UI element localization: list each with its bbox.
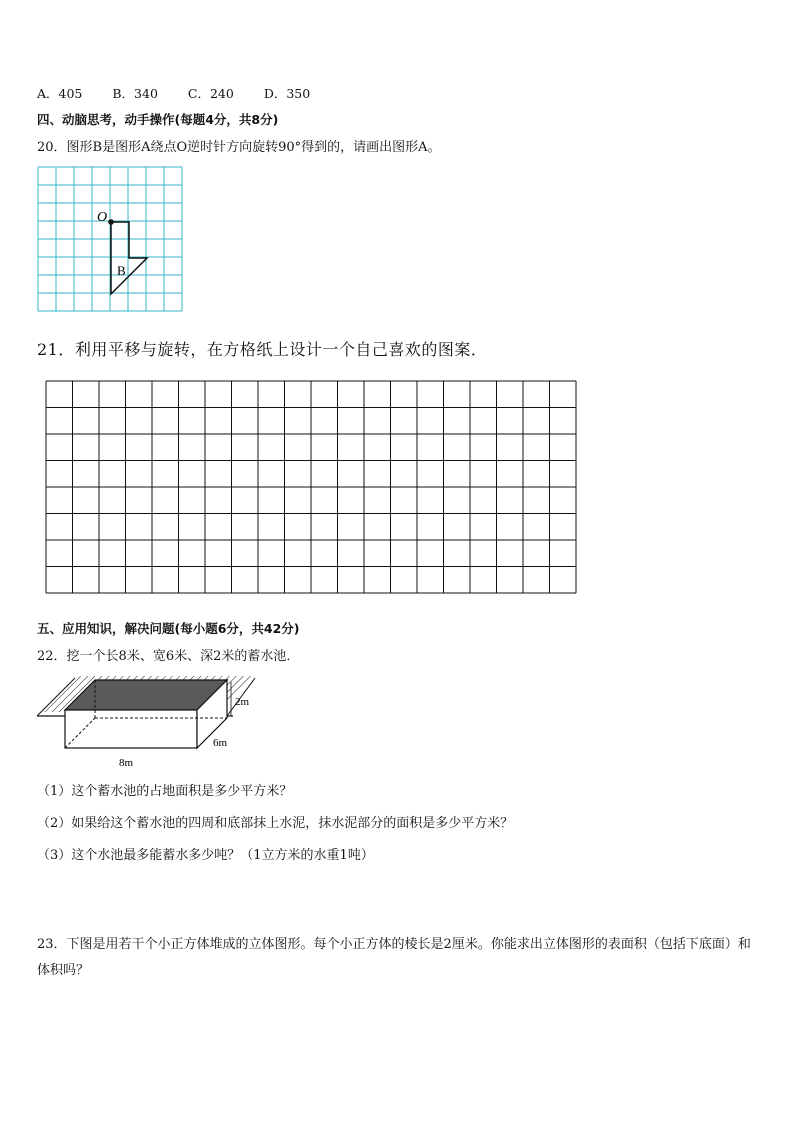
q22-sub3: （3）这个水池最多能蓄水多少吨？（1立方米的水重1吨） — [37, 848, 374, 863]
label-length: 8m — [119, 757, 134, 769]
q23-text: 23．下图是用若干个小正方体堆成的立体图形。每个小正方体的棱长是2厘米。你能求出立体图形的表面积（包括下底面）和体积吗？ — [37, 937, 751, 978]
q22-text: 22．挖一个长8米、宽6米、深2米的蓄水池． — [37, 649, 300, 664]
label-depth: 2m — [235, 696, 250, 708]
q20-grid-figure[interactable] — [37, 166, 189, 318]
q22-sub2: （2）如果给这个蓄水池的四周和底部抹上水泥，抹水泥部分的面积是多少平方米？ — [37, 816, 514, 831]
q19-option-a[interactable]: A．405 — [37, 86, 83, 101]
q21-grid-lines — [46, 381, 576, 593]
section4-heading: 四、动脑思考，动手操作(每题4分，共8分) — [37, 112, 279, 127]
q21-text: 21．利用平移与旋转，在方格纸上设计一个自己喜欢的图案． — [37, 340, 488, 359]
pool-diagram — [37, 670, 262, 770]
q19-option-b[interactable]: B．340 — [112, 86, 158, 101]
q20-grid-lines — [38, 167, 182, 311]
q20-text: 20．图形B是图形A绕点O逆时针方向旋转90°得到的，请画出图形A。 — [37, 140, 441, 155]
q19-option-d[interactable]: D．350 — [263, 86, 311, 101]
figure-b-shape — [111, 222, 147, 294]
section5-heading: 五、应用知识，解决问题(每小题6分，共42分) — [37, 621, 300, 636]
q19-options — [37, 84, 336, 102]
q22-sub1: （1）这个蓄水池的占地面积是多少平方米？ — [37, 784, 293, 799]
point-o — [108, 219, 114, 225]
q21-design-grid[interactable] — [45, 380, 582, 602]
q19-option-c[interactable]: C．240 — [187, 86, 234, 101]
label-b: B — [117, 263, 126, 278]
label-o: O — [97, 210, 108, 225]
label-width: 6m — [213, 737, 228, 749]
